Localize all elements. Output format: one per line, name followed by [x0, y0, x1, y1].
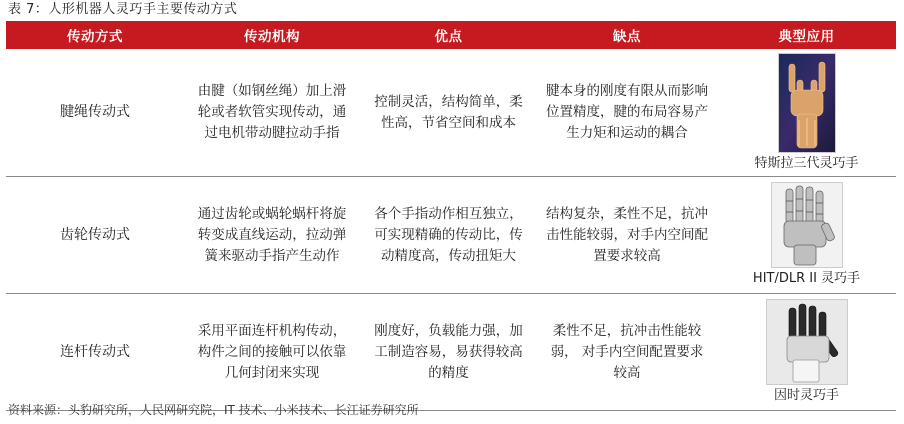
cell-application: [717, 294, 896, 411]
cell-type: 连杆传动式: [6, 294, 184, 411]
source-note: 资料来源：头豹研究所，人民网研究院，IT 技术、小米技术、长江证券研究所: [8, 403, 419, 417]
hit-dlr-hand-photo-icon: [771, 182, 843, 268]
header-type: 传动方式: [6, 21, 184, 49]
inspire-hand-photo-icon: [766, 299, 848, 385]
table-row: [6, 294, 896, 411]
cell-type: 齿轮传动式: [6, 177, 184, 294]
cell-cons: 柔性不足，抗冲击性能较弱， 对手内空间配置要求较高: [537, 294, 717, 411]
header-application: 典型应用: [717, 21, 896, 49]
cell-mechanism: 由腱（如钢丝绳）加上滑轮或者软管实现传动，通过电机带动腱拉动手指: [184, 49, 360, 177]
cell-pros: 刚度好，负载能力强，加工制造容易，易获得较高的精度: [360, 294, 537, 411]
header-row: [6, 21, 896, 49]
cell-application: [717, 177, 896, 294]
table-title: 表 7：人形机器人灵巧手主要传动方式: [8, 2, 238, 17]
tesla-hand-photo-icon: [778, 53, 836, 153]
cell-pros: 各个手指动作相互独立，可实现精确的传动比，传动精度高，传动扭矩大: [360, 177, 537, 294]
header-cons: 缺点: [537, 21, 717, 49]
table-row: [6, 177, 896, 294]
cell-cons: 腱本身的刚度有限从而影响位置精度，腱的布局容易产生力矩和运动的耦合: [537, 49, 717, 177]
cell-cons: 结构复杂，柔性不足，抗冲击性能较弱，对手内空间配置要求较高: [537, 177, 717, 294]
header-mechanism: 传动机构: [184, 21, 360, 49]
cell-mechanism: 通过齿轮或蜗轮蜗杆将旋转变成直线运动，拉动弹簧来驱动手指产生动作: [184, 177, 360, 294]
application-caption: HIT/DLR II 灵巧手: [752, 271, 861, 286]
table-row: [6, 49, 896, 177]
application-caption: 特斯拉三代灵巧手: [754, 155, 859, 171]
cell-mechanism: 采用平面连杆机构传动，构件之间的接触可以依靠几何封闭来实现: [184, 294, 360, 411]
cell-application: [717, 49, 896, 177]
application-caption: 因时灵巧手: [773, 388, 839, 403]
cell-type: 腱绳传动式: [6, 49, 184, 177]
transmission-table: [6, 21, 896, 411]
header-pros: 优点: [360, 21, 537, 49]
cell-pros: 控制灵活，结构简单，柔性高，节省空间和成本: [360, 49, 537, 177]
